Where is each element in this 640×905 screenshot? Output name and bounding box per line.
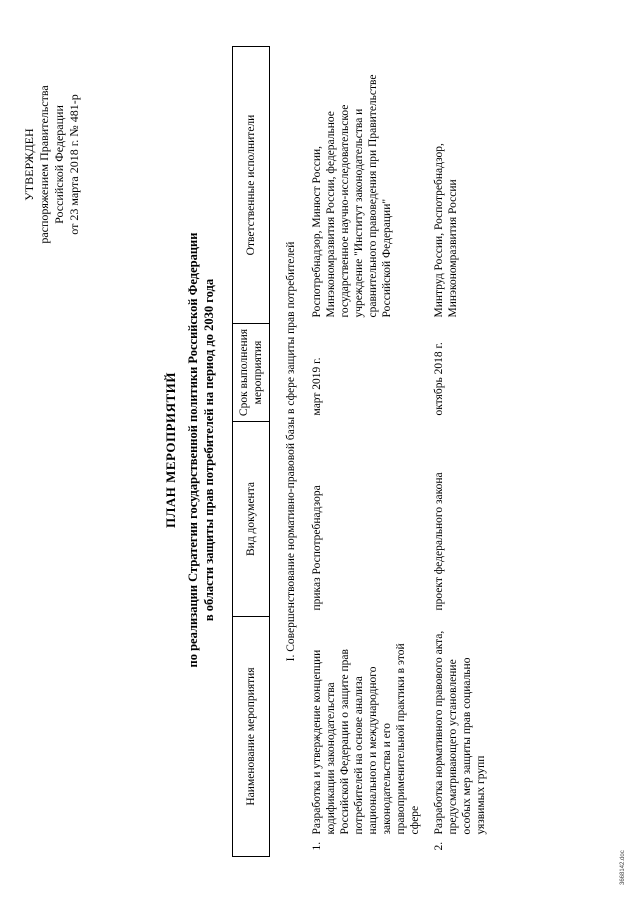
header-term: Срок выполнения мероприятия	[233, 324, 270, 422]
header-doc: Вид документа	[233, 422, 270, 617]
cell-resp: Минтруд России, Роспотребнадзор, Минэкономразвития России	[433, 143, 459, 318]
approval-line-4: от 23 марта 2018 г. № 481-р	[67, 94, 81, 235]
section-title: I. Совершенствование нормативно-правовой базы в сфере защиты прав потребителей	[285, 241, 297, 662]
approval-line-1: УТВЕРЖДЕН	[22, 128, 36, 201]
header-name: Наименование мероприятия	[233, 617, 270, 857]
cell-term: март 2019 г.	[311, 357, 323, 416]
title-sub-1: по реализации Стратегии государственной политики Российской Федерации	[186, 232, 200, 668]
cell-doc: приказ Роспотребнадзора	[311, 485, 323, 611]
section-row	[270, 47, 305, 857]
table-row	[304, 47, 426, 857]
cell-resp: Роспотребнадзор, Минюст России, Минэкономразвития России, федеральное государственное научно-исследовательское учреждение "Институт законодательства и сравнительного правоведения при Правительстве Российской Федерации"	[311, 74, 393, 318]
row-number: 2.	[433, 841, 445, 851]
footer-doc-code: 3668142.doc	[620, 850, 626, 885]
table-header-row	[233, 47, 270, 857]
title-main: ПЛАН МЕРОПРИЯТИЙ	[163, 372, 178, 528]
cell-doc: проект федерального закона	[433, 472, 445, 611]
row-name-text: Разработка и утверждение концепции кодификации законодательства Российской Федерации о защите прав потребителей на основе анализа национального и международного законодательства и его правоприменительной практики в этой сфере	[311, 643, 421, 835]
cell-name	[304, 617, 426, 857]
document-title	[163, 45, 217, 855]
title-sub-2: в области защиты прав потребителей на период до 2030 года	[202, 278, 216, 622]
row-name-text: Разработка нормативного правового акта, предусматривающего установление особых мер защиты прав социально уязвимых групп	[433, 630, 487, 835]
cell-name	[426, 617, 492, 857]
row-number: 1.	[311, 841, 323, 851]
header-resp: Ответственные исполнители	[233, 47, 270, 324]
approval-line-2: распоряжением Правительства	[37, 85, 51, 244]
plan-table	[232, 46, 492, 857]
table-row	[426, 47, 492, 857]
approval-block	[22, 52, 82, 277]
approval-line-3: Российской Федерации	[52, 105, 66, 224]
cell-term: октябрь 2018 г.	[433, 342, 445, 416]
